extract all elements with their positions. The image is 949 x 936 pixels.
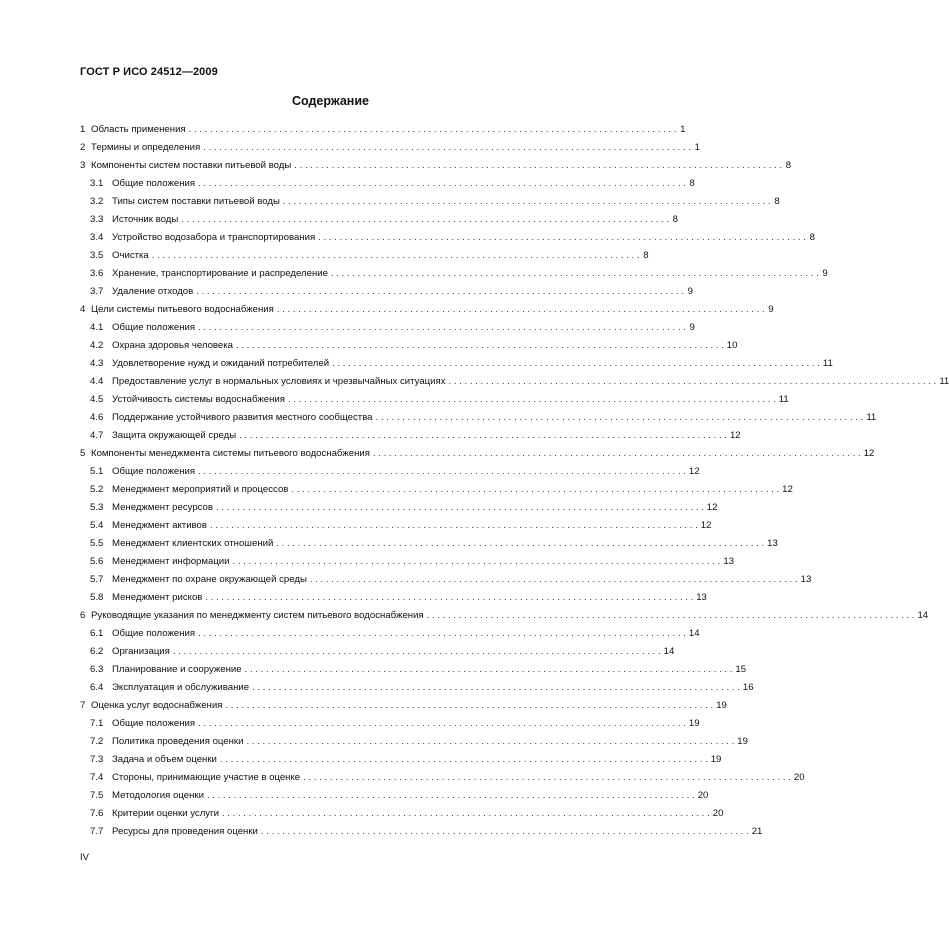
toc-entry-title: Критерии оценки услуги	[112, 808, 219, 819]
toc-entry-number: 3	[80, 160, 86, 171]
toc-entry-number: 6.2	[90, 646, 104, 657]
toc-dot-leader	[294, 157, 782, 175]
toc-entry-page: 19	[737, 736, 748, 747]
toc-entry[interactable]	[80, 517, 712, 535]
toc-dot-leader	[318, 229, 806, 247]
toc-entry-page: 9	[822, 268, 828, 279]
toc-entry-title: Поддержание устойчивого развития местного сообщества	[112, 412, 373, 423]
toc-entry-title: Устойчивость системы водоснабжения	[112, 394, 285, 405]
toc-entry-page: 9	[687, 286, 694, 297]
toc-entry[interactable]	[80, 157, 792, 175]
toc-entry-page: 20	[793, 772, 805, 783]
toc-entry-number: 5.2	[90, 484, 104, 495]
toc-entry-page: 8	[672, 214, 679, 225]
toc-entry-title: Оценка услуг водоснабжения	[91, 700, 223, 711]
toc-dot-leader	[196, 283, 684, 301]
toc-dot-leader	[288, 391, 776, 409]
toc-entry-title: Удаление отходов	[112, 286, 194, 297]
toc-dot-leader	[198, 175, 686, 193]
toc-dot-leader	[198, 715, 686, 733]
toc-entry[interactable]	[80, 553, 734, 571]
toc-entry[interactable]	[80, 409, 877, 427]
toc-entry-number: 5.5	[90, 538, 104, 549]
toc-entry-page: 8	[643, 250, 649, 261]
toc-entry-number: 6.1	[90, 628, 104, 639]
toc-entry[interactable]	[80, 193, 780, 211]
toc-entry-page: 1	[680, 124, 686, 135]
toc-entry[interactable]	[80, 463, 700, 481]
toc-entry-page: 11	[939, 376, 949, 387]
toc-entry[interactable]	[80, 121, 686, 139]
toc-dot-leader	[210, 517, 698, 535]
toc-entry-page: 11	[866, 412, 877, 423]
toc-entry-title: Менеджмент рисков	[112, 592, 203, 603]
toc-entry-title: Менеджмент активов	[112, 520, 207, 531]
toc-dot-leader	[189, 121, 677, 139]
toc-entry-title: Методология оценки	[112, 790, 204, 801]
toc-entry-title: Очистка	[112, 250, 149, 261]
toc-entry-page: 8	[809, 232, 815, 243]
toc-entry-page: 12	[782, 484, 793, 495]
toc-entry-number: 5.6	[90, 556, 104, 567]
toc-entry[interactable]	[80, 805, 724, 823]
toc-entry[interactable]	[80, 823, 763, 841]
toc-entry-number: 5	[80, 448, 86, 459]
toc-entry-title: Планирование и сооружение	[112, 664, 242, 675]
toc-entry[interactable]	[80, 319, 695, 337]
table-of-contents	[80, 121, 949, 841]
toc-entry-number: 4.3	[90, 358, 104, 369]
document-id-header: ГОСТ Р ИСО 24512—2009	[80, 66, 218, 78]
toc-entry[interactable]	[80, 607, 929, 625]
toc-entry-title: Источник воды	[112, 214, 179, 225]
toc-entry-number: 4.1	[90, 322, 104, 333]
toc-entry-title: Хранение, транспортирование и распределение	[112, 268, 328, 279]
toc-dot-leader	[236, 337, 724, 355]
toc-entry-page: 14	[917, 610, 929, 621]
toc-entry[interactable]	[80, 751, 722, 769]
toc-entry[interactable]	[80, 643, 675, 661]
toc-dot-leader	[277, 301, 765, 319]
toc-entry-page: 14	[663, 646, 675, 657]
toc-entry-title: Менеджмент мероприятий и процессов	[112, 484, 289, 495]
toc-entry-page: 8	[774, 196, 780, 207]
toc-entry[interactable]	[80, 499, 718, 517]
toc-entry[interactable]	[80, 535, 778, 553]
toc-entry-number: 7.7	[90, 826, 104, 837]
toc-entry-number: 7.6	[90, 808, 104, 819]
toc-entry-number: 7.4	[90, 772, 104, 783]
toc-dot-leader	[245, 661, 733, 679]
toc-entry-page: 12	[688, 466, 700, 477]
toc-entry-number: 6	[80, 610, 86, 621]
toc-entry-title: Компоненты менеджмента системы питьевого водоснабжения	[91, 448, 370, 459]
toc-entry[interactable]	[80, 679, 754, 697]
toc-entry-number: 1	[80, 124, 86, 135]
toc-entry-page: 12	[706, 502, 718, 513]
toc-entry-page: 8	[689, 178, 695, 189]
toc-dot-leader	[331, 265, 819, 283]
toc-entry[interactable]	[80, 427, 741, 445]
toc-entry-page: 1	[694, 142, 701, 153]
toc-dot-leader	[427, 607, 915, 625]
toc-entry[interactable]	[80, 391, 789, 409]
toc-entry-title: Общие положения	[112, 322, 196, 333]
toc-entry-title: Задача и объем оценки	[112, 754, 217, 765]
toc-entry-title: Эксплуатация и обслуживание	[112, 682, 250, 693]
toc-entry-number: 2	[80, 142, 86, 153]
toc-dot-leader	[310, 571, 798, 589]
toc-entry-title: Общие положения	[112, 178, 196, 189]
toc-dot-leader	[332, 355, 820, 373]
toc-dot-leader	[203, 139, 691, 157]
toc-entry[interactable]	[80, 301, 774, 319]
toc-entry-page: 9	[689, 322, 695, 333]
toc-entry-page: 19	[716, 700, 727, 711]
toc-dot-leader	[220, 751, 708, 769]
toc-entry-number: 7.1	[90, 718, 104, 729]
toc-entry-page: 15	[735, 664, 747, 675]
toc-entry-page: 13	[696, 592, 707, 603]
toc-entry[interactable]	[80, 247, 649, 265]
toc-entry-page: 21	[751, 826, 763, 837]
toc-entry-title: Устройство водозабора и транспортирования	[112, 232, 316, 243]
toc-entry-number: 7	[80, 700, 86, 711]
toc-entry[interactable]	[80, 769, 805, 787]
toc-entry-number: 7.5	[90, 790, 104, 801]
toc-dot-leader	[303, 769, 791, 787]
toc-entry-number: 3.4	[90, 232, 104, 243]
toc-entry-number: 5.8	[90, 592, 104, 603]
toc-dot-leader	[373, 445, 861, 463]
toc-entry-page: 12	[729, 430, 741, 441]
toc-entry-title: Удовлетворение нужд и ожиданий потребителей	[112, 358, 330, 369]
toc-entry-title: Защита окружающей среды	[112, 430, 237, 441]
toc-dot-leader	[283, 193, 771, 211]
toc-entry-number: 4.7	[90, 430, 104, 441]
toc-entry-number: 4.2	[90, 340, 104, 351]
toc-entry-page: 12	[863, 448, 875, 459]
toc-entry[interactable]	[80, 571, 812, 589]
toc-entry-number: 6.4	[90, 682, 104, 693]
toc-dot-leader	[198, 319, 686, 337]
toc-dot-leader	[276, 535, 764, 553]
toc-entry-page: 11	[822, 358, 833, 369]
toc-entry-number: 4.5	[90, 394, 104, 405]
toc-entry[interactable]	[80, 733, 748, 751]
toc-dot-leader	[449, 373, 937, 391]
toc-dot-leader	[198, 625, 686, 643]
toc-entry[interactable]	[80, 211, 679, 229]
toc-dot-leader	[181, 211, 669, 229]
toc-title: Содержание	[291, 94, 369, 108]
toc-entry-page: 12	[700, 520, 712, 531]
toc-entry-title: Менеджмент информации	[112, 556, 230, 567]
toc-entry-number: 4	[80, 304, 86, 315]
toc-dot-leader	[173, 643, 661, 661]
toc-entry-number: 5.7	[90, 574, 104, 585]
toc-entry[interactable]	[80, 337, 738, 355]
toc-entry-title: Руководящие указания по менеджменту систем питьевого водоснабжения	[91, 610, 424, 621]
toc-entry[interactable]	[80, 373, 949, 391]
toc-entry-page: 20	[712, 808, 724, 819]
toc-entry-title: Ресурсы для проведения оценки	[112, 826, 258, 837]
toc-entry-page: 8	[785, 160, 792, 171]
toc-dot-leader	[239, 427, 727, 445]
toc-entry[interactable]	[80, 481, 793, 499]
toc-entry[interactable]	[80, 787, 709, 805]
toc-entry-title: Менеджмент клиентских отношений	[112, 538, 274, 549]
toc-entry-number: 3.3	[90, 214, 104, 225]
toc-entry-page: 10	[726, 340, 738, 351]
toc-dot-leader	[225, 697, 713, 715]
page-number: IV	[80, 852, 89, 863]
toc-entry-page: 13	[723, 556, 734, 567]
toc-dot-leader	[252, 679, 740, 697]
toc-entry-title: Цели системы питьевого водоснабжения	[91, 304, 274, 315]
toc-entry-page: 13	[767, 538, 778, 549]
toc-dot-leader	[222, 805, 710, 823]
toc-entry-title: Область применения	[91, 124, 186, 135]
toc-entry-page: 9	[768, 304, 774, 315]
toc-entry[interactable]	[80, 661, 747, 679]
toc-entry-number: 7.3	[90, 754, 104, 765]
toc-dot-leader	[233, 553, 721, 571]
toc-entry-title: Общие положения	[112, 628, 196, 639]
toc-entry-page: 14	[688, 628, 700, 639]
toc-entry-number: 5.3	[90, 502, 104, 513]
toc-entry-page: 11	[778, 394, 789, 405]
toc-entry-number: 3.7	[90, 286, 104, 297]
toc-dot-leader	[198, 463, 686, 481]
toc-entry[interactable]	[80, 283, 694, 301]
toc-entry-page: 13	[800, 574, 812, 585]
toc-entry-title: Менеджмент ресурсов	[112, 502, 213, 513]
toc-dot-leader	[376, 409, 864, 427]
toc-entry-title: Общие положения	[112, 718, 196, 729]
toc-entry[interactable]	[80, 715, 700, 733]
toc-entry-number: 5.4	[90, 520, 104, 531]
toc-entry[interactable]	[80, 355, 833, 373]
toc-entry-title: Стороны, принимающие участие в оценке	[112, 772, 301, 783]
toc-entry-title: Термины и определения	[91, 142, 201, 153]
toc-entry-page: 20	[697, 790, 709, 801]
toc-entry-page: 16	[742, 682, 754, 693]
toc-entry[interactable]	[80, 697, 727, 715]
toc-entry-page: 19	[688, 718, 700, 729]
toc-entry-number: 3.1	[90, 178, 104, 189]
toc-entry-title: Политика проведения оценки	[112, 736, 244, 747]
toc-entry[interactable]	[80, 625, 700, 643]
toc-entry-number: 3.5	[90, 250, 104, 261]
toc-dot-leader	[291, 481, 779, 499]
toc-entry-title: Организация	[112, 646, 170, 657]
toc-entry-number: 6.3	[90, 664, 104, 675]
toc-dot-leader	[216, 499, 704, 517]
toc-entry-number: 5.1	[90, 466, 104, 477]
toc-entry-title: Охрана здоровья человека	[112, 340, 233, 351]
toc-entry-number: 7.2	[90, 736, 104, 747]
toc-entry[interactable]	[80, 175, 695, 193]
toc-entry-title: Типы систем поставки питьевой воды	[112, 196, 280, 207]
toc-entry[interactable]	[80, 445, 875, 463]
toc-entry-number: 4.6	[90, 412, 104, 423]
toc-dot-leader	[152, 247, 640, 265]
toc-entry-title: Общие положения	[112, 466, 196, 477]
toc-entry-number: 4.4	[90, 376, 104, 387]
toc-entry-title: Компоненты систем поставки питьевой воды	[91, 160, 292, 171]
toc-dot-leader	[207, 787, 695, 805]
toc-dot-leader	[205, 589, 693, 607]
toc-entry-title: Предоставление услуг в нормальных условиях и чрезвычайных ситуациях	[112, 376, 446, 387]
toc-entry-title: Менеджмент по охране окружающей среды	[112, 574, 307, 585]
toc-entry-page: 19	[710, 754, 722, 765]
toc-dot-leader	[246, 733, 734, 751]
toc-entry[interactable]	[80, 265, 828, 283]
toc-entry[interactable]	[80, 229, 815, 247]
toc-dot-leader	[261, 823, 749, 841]
toc-entry[interactable]	[80, 139, 701, 157]
toc-entry-number: 3.2	[90, 196, 104, 207]
toc-entry[interactable]	[80, 589, 707, 607]
toc-entry-number: 3.6	[90, 268, 104, 279]
